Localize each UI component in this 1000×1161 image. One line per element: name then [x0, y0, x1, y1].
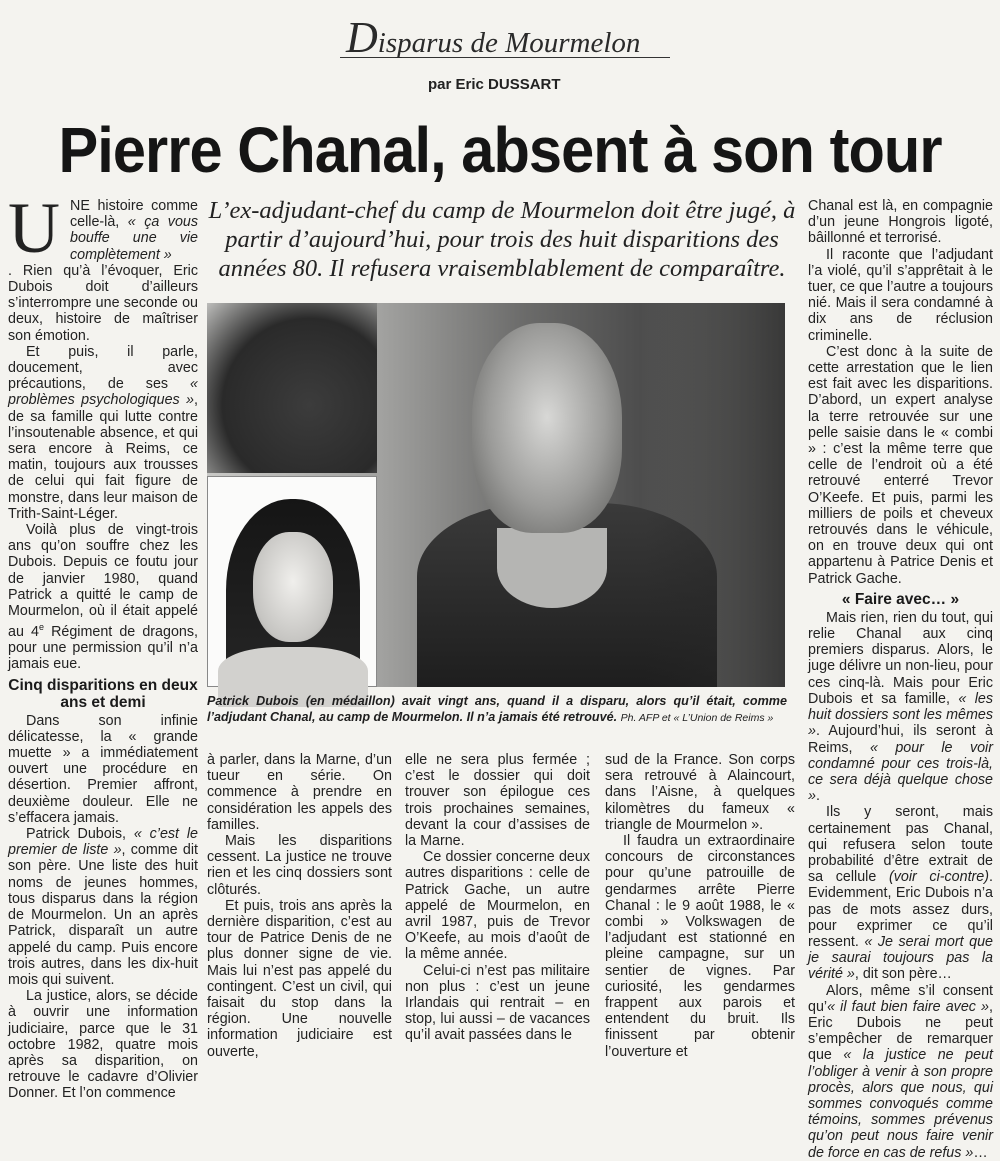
paragraph: Il faudra un extraordinaire concours de circonstances pour qu’une patrouille de gendarmes arrête Pierre Chanal : le 9 août 1988, le « combi » Volkswagen de l’adjudant est stationné en pleine campagne, sur un sentier de vignes. Par curiosité, les gendarmes frappent aux parois et entendent du bruit. Ils finissent par obtenir l’ouverture et [605, 833, 795, 1060]
subheading: Cinq disparitions en deux ans et demi [8, 676, 198, 711]
subheading: « Faire avec… » [841, 590, 960, 608]
opening-text: NE histoire comme celle-là, [70, 198, 198, 231]
collar-shape [497, 528, 607, 608]
opening-lines [70, 198, 198, 263]
article-column-1 [8, 188, 198, 1102]
kicker-text: isparus de Mourmelon [377, 27, 641, 59]
face-shape [472, 323, 622, 533]
paragraph: Patrick Dubois, « c’est le premier de liste », comme dit son père. Une liste des huit noms de jeunes hommes, tous disparus dans la région de Mourmelon. Un an après Patrick, disparaît un autre appelé du camp. Puis encore trois autres, dans les dix-huit mois qui suivent. [8, 826, 198, 988]
photo-credit: Ph. AFP et « L’Union de Reims » [620, 712, 774, 724]
paragraph: Mais les disparitions cessent. La justice ne trouve rien et les cinq dossiers sont clôturés. [207, 833, 392, 898]
paragraph: elle ne sera plus fermée ; c’est le dossier qui doit trouver son épilogue ces trois prochaines semaines, devant la cour d’assises de la Marne. [405, 752, 590, 850]
inset-portrait [207, 476, 377, 687]
paragraph: Ils y seront, mais certainement pas Chanal, qui refusera selon toute probabilité d’être extrait de sa cellule (voir ci-contre). Evidemment, Eric Dubois n’a pas de mots assez durs, pour exprimer ce qu’il ressent. « Je serai mort que je saurai toujours pas la vérité », dit son père… [808, 804, 993, 983]
opening-paragraph [8, 188, 198, 268]
paragraph: Dans son infinie délicatesse, la « grande muette » a immédiatement ouvert une procédure en désertion. Premier affront, deuxième douleur. Elle ne s’effacera jamais. [8, 712, 198, 826]
caption-text: Patrick Dubois (en médaillon) avait vingt ans, quand il a disparu, alors qu’il était, comme l’adjudant Chanal, au camp de Mourmelon. Il n’a jamais été retrouvé. [207, 694, 787, 724]
drop-cap: U [8, 188, 60, 268]
paragraph: sud de la France. Son corps sera retrouvé à Alaincourt, dans l’Aisne, à quelques kilomètres du fameux « triangle de Mourmelon ». [605, 752, 795, 833]
photo-caption [207, 693, 787, 726]
paragraph: Celui-ci n’est pas militaire non plus : c’est un jeune Irlandais qui rentrait – en stop, lui aussi – de vacances qu’il avait passées dans le [405, 962, 590, 1044]
paragraph: Ce dossier concerne deux autres disparitions : celle de Patrick Gache, un autre appelé de Mourmelon, en avril 1987, puis de Trevor O’Keefe, au mois d’août de la même année. [405, 849, 590, 963]
opening-quote: « ça vous bouffe une vie complètement » [70, 214, 198, 263]
article-column-2 [207, 752, 392, 1060]
paragraph: Il raconte que l’adjudant l’a violé, qu’il s’apprêtait à le tuer, ce que l’autre a toujours nié. Mais il sera condamné à dix ans de réclusion criminelle. [808, 246, 993, 344]
paragraph: Chanal est là, en compagnie d’un jeune Hongrois ligoté, bâillonné et terrorisé. [808, 198, 993, 247]
article-column-5 [808, 198, 993, 1161]
opening-rest: . Rien qu’à l’évoquer, Eric Dubois doit d’ailleurs s’interrompre une seconde ou deux, histoire de maîtriser son émotion. [8, 262, 198, 344]
paragraph: à parler, dans la Marne, d’un tueur en série. On commence à prendre en considération les appels des familles. [207, 752, 392, 833]
paragraph: Alors, même s’il consent qu’« il faut bien faire avec », Eric Dubois ne peut s’empêcher de remarquer que « la justice ne peut l’obliger à venir à son propre procès, alors que nous, qui sommes convoqués comme témoins, sommes prévenus qu’on peut nous faire venir de force en cas de refus »… [808, 982, 993, 1161]
standfirst: L’ex-adjudant-chef du camp de Mourmelon doit être jugé, à partir d’aujourd’hui, pour trois des huit disparitions des années 80. Il refusera vraisemblablement de comparaître. [208, 197, 796, 282]
section-kicker [340, 13, 670, 62]
paragraph: C’est donc à la suite de cette arrestation que le lien est fait avec les disparitions. D’abord, un expert analyse la terre retrouvée sur une pelle saisie dans le « combi » : c’est la même terre que celle de l’endroit où a été retrouvé enterré Trevor O’Keefe. Et puis, parmi les milliers de poils et cheveux retrouvés dans le véhicule, on en trouve deux qui ont appartenu à Patrice Denis et Patrick Gache. [808, 343, 993, 587]
photo-shadow [645, 303, 785, 687]
kicker-initial: D [346, 13, 378, 62]
paragraph: Et puis, il parle, doucement, avec précautions, de ses « problèmes psychologiques », de sa famille qui lutte contre l’insoutenable absence, et qui sera encore à Reims, ce matin, toujours aux trousses de celui qui fait figure de monstre, dans leur maison de Trith-Saint-Léger. [8, 343, 198, 522]
byline: par Eric DUSSART [428, 76, 561, 93]
paragraph: Et puis, trois ans après la dernière disparition, c’est au tour de Patrice Denis de ne plus donner signe de vie. Mais lui n’est pas appelé du contingent. C’est un civil, qui faisait du stop dans la région. Une nouvelle information judiciaire est ouverte, [207, 897, 392, 1060]
paragraph: La justice, alors, se décide à ouvrir une information judiciaire, parce que le 31 octobre 1982, quatre mois après sa disparition, on retrouve le cadavre d’Olivier Donner. Et l’on commence [8, 988, 198, 1102]
paragraph: Mais rien, rien du tout, qui relie Chanal aux cinq premiers disparus. Alors, le juge délivre un non-lieu, pour ces cinq-là. Mais pour Eric Dubois et sa famille, « les huit dossiers sont les mêmes ». Aujourd’hui, ils seront à Reims, « pour le voir condamné pour ces trois-là, ce sera déjà quelque chose ». [808, 609, 993, 805]
article-column-4 [605, 752, 795, 1060]
portrait-face [253, 532, 333, 642]
headline: Pierre Chanal, absent à son tour [58, 114, 942, 186]
paragraph: Voilà plus de vingt-trois ans qu’on souffre chez les Dubois. Depuis ce foutu jour de janvier 1980, quand Patrick a quitté le camp de Mourmelon, où il était appelé au 4e Régiment de dragons, pour une permission qu’il n’a jamais eue. [8, 522, 198, 673]
article-column-3 [405, 752, 590, 1044]
gendarme-figure [207, 303, 377, 473]
